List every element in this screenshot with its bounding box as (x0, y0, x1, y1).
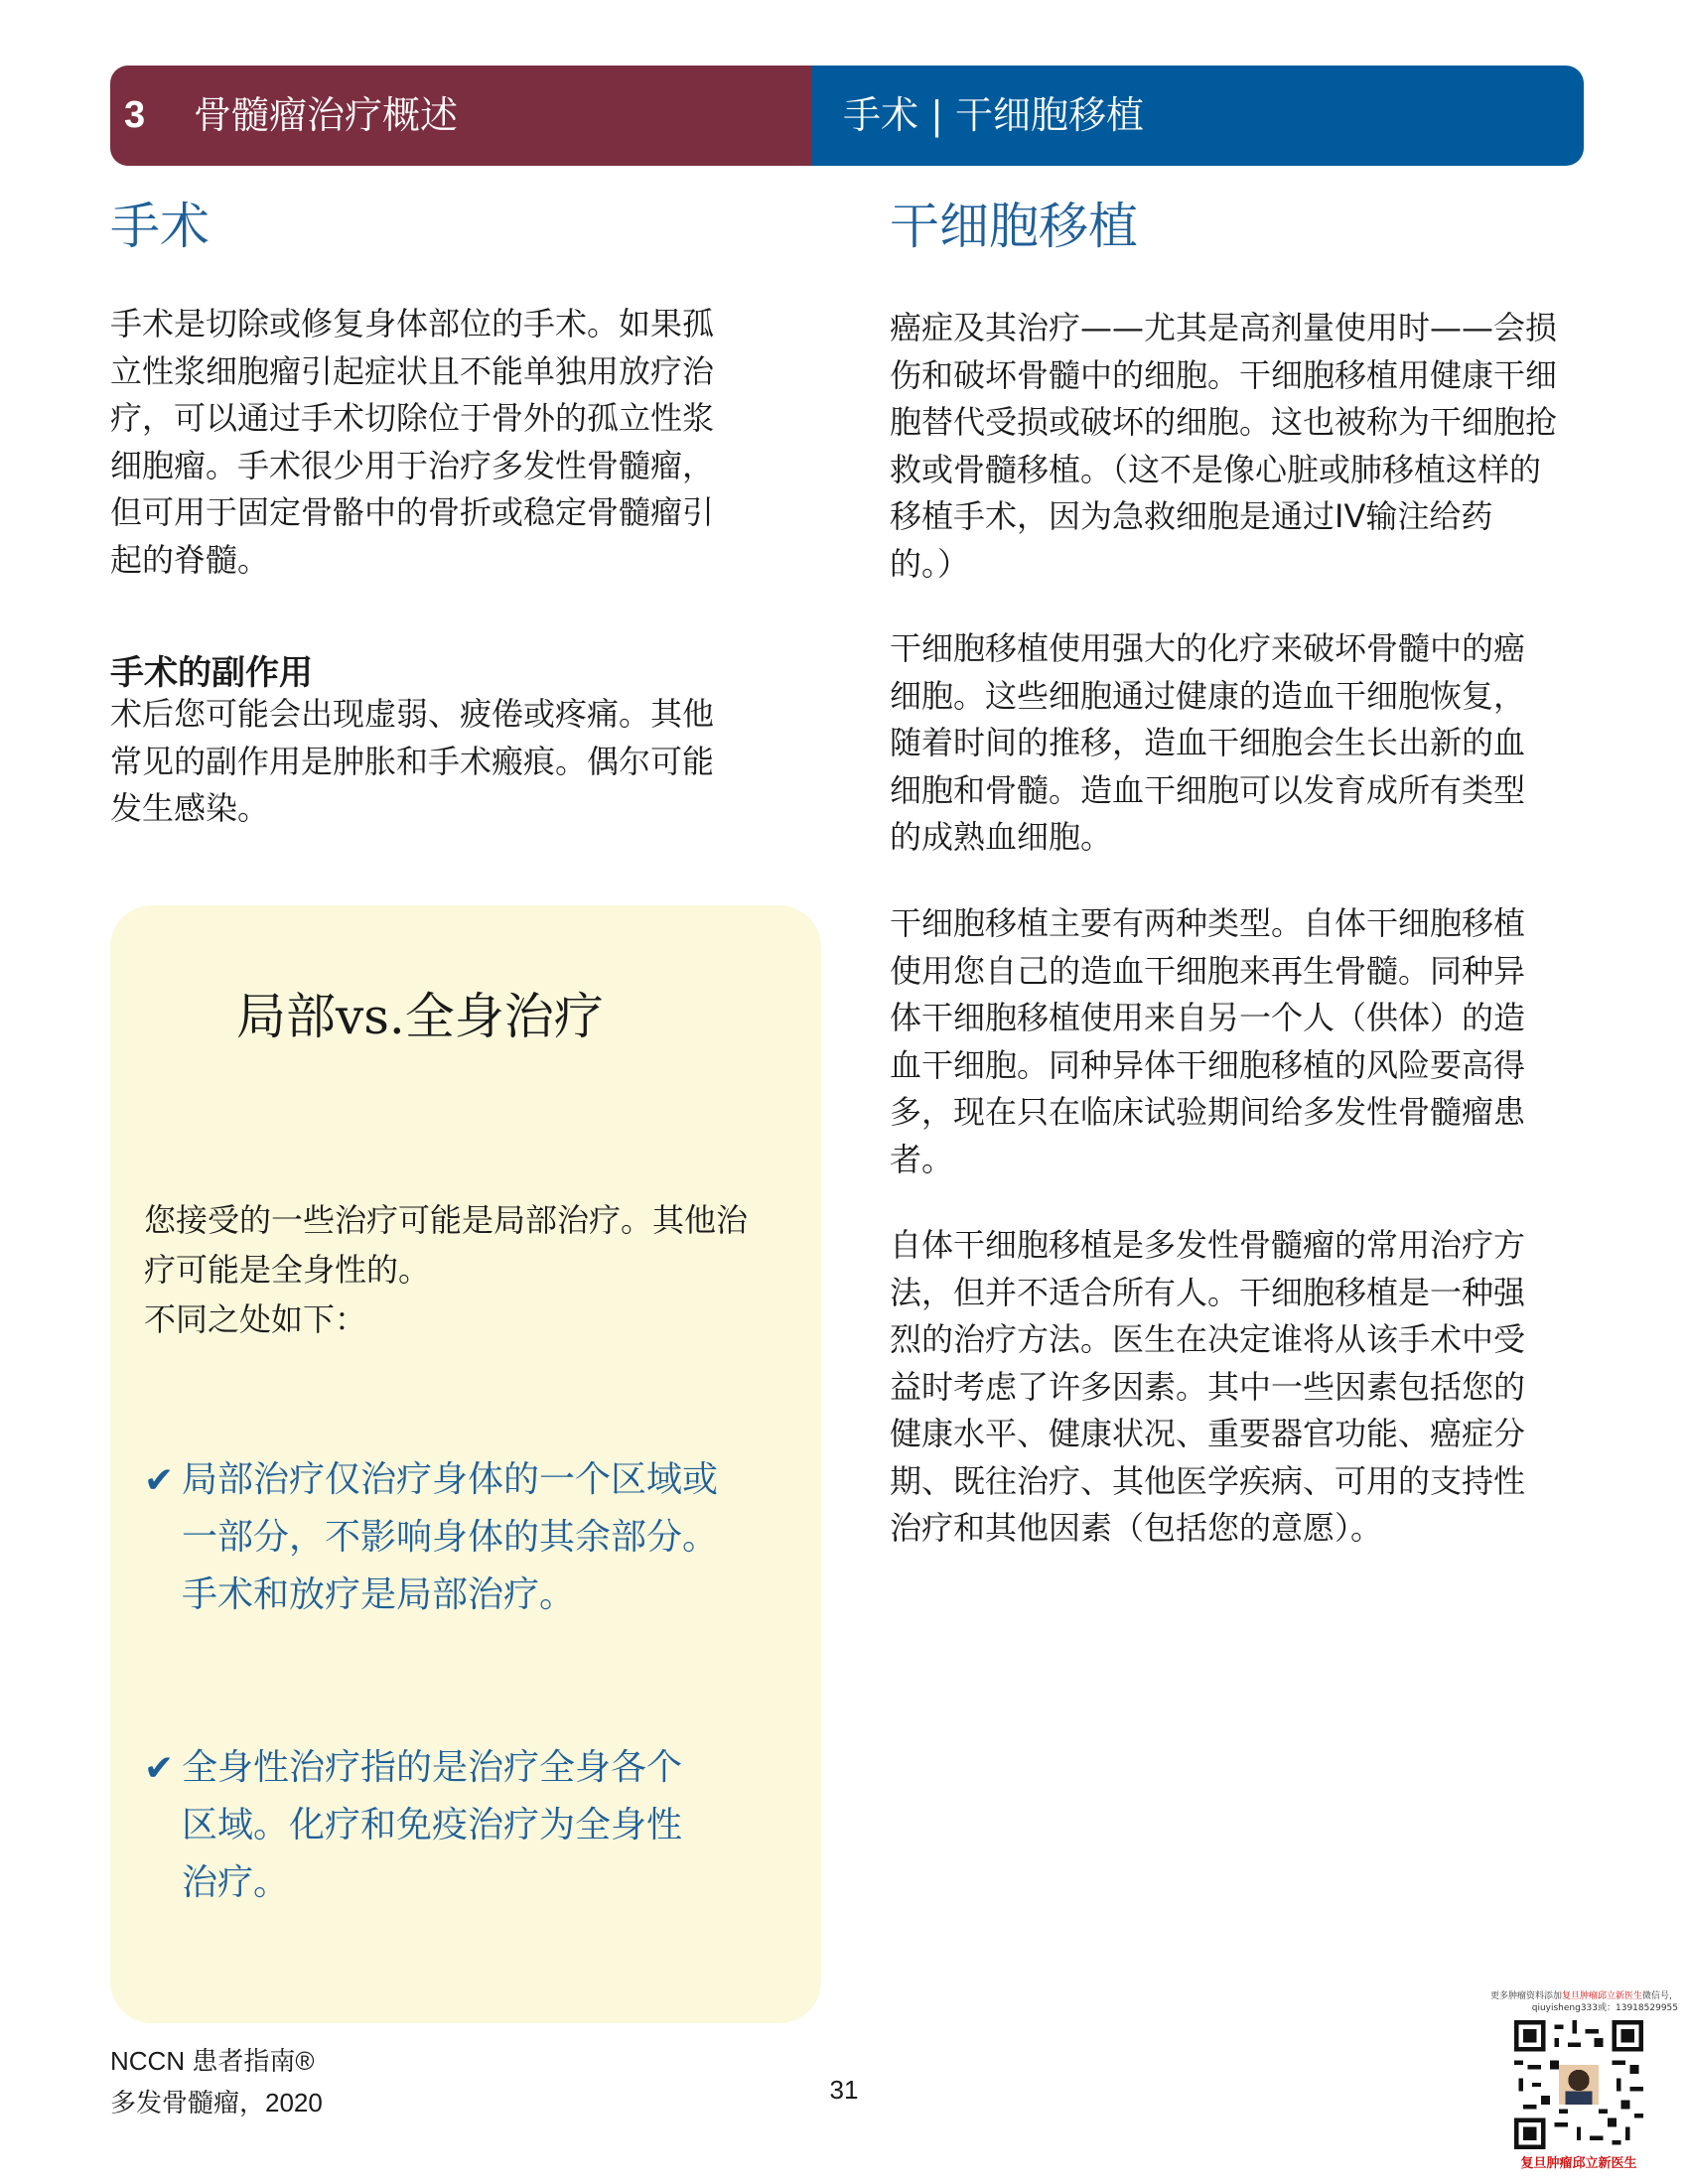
text-line: 治疗。 (182, 1862, 290, 1903)
text-line: 胞替代受损或破坏的细胞。这也被称为干细胞抢 (890, 403, 1558, 441)
text-line: 伤和破坏骨髓中的细胞。干细胞移植用健康干细 (890, 355, 1558, 394)
side-effects-paragraph (110, 691, 785, 833)
text-line: 疗可能是全身性的。 (144, 1251, 431, 1289)
caption-red: 复旦肿瘤邱立新医生 (1561, 1991, 1642, 2001)
section-tab: 手术 | 干细胞移植 (843, 93, 1144, 137)
stem-cell-paragraph-3 (890, 900, 1605, 1183)
text-line: 救或骨髓移植。（这不是像心脏或肺移植这样的 (890, 450, 1542, 488)
bullet-text (182, 1451, 797, 1624)
text-line: 细胞瘤。手术很少用于治疗多发性骨髓瘤， (110, 446, 715, 484)
text-line: 干细胞移植使用强大的化疗来破坏骨髓中的癌 (890, 629, 1526, 667)
text-line: 益时考虑了许多因素。其中一些因素包括您的 (890, 1367, 1526, 1406)
text-line: 您接受的一些治疗可能是局部治疗。其他治 (144, 1201, 749, 1239)
surgery-paragraph (110, 301, 785, 584)
text-line: 发生感染。 (110, 789, 270, 827)
text-line: 区域。化疗和免疫治疗为全身性 (182, 1805, 683, 1845)
text-line: 不同之处如下： (144, 1300, 367, 1338)
qr-code-icon (1514, 2020, 1643, 2149)
text-line: 细胞和骨髓。造血干细胞可以发育成所有类型 (890, 770, 1526, 809)
text-line: 疗，可以通过手术切除位于骨外的孤立性浆 (110, 399, 715, 437)
chapter-title: 骨髓瘤治疗概述 (194, 93, 459, 137)
caption-contact: qiuyisheng333或：13918529955 (1531, 2003, 1678, 2013)
chapter-number: 3 (124, 94, 146, 136)
text-line: 者。 (890, 1140, 954, 1178)
text-line: 的成熟血细胞。 (890, 818, 1113, 856)
stem-cell-heading: 干细胞移植 (890, 198, 1138, 255)
text-line: 多，现在只在临床试验期间给多发性骨髓瘤患 (890, 1093, 1526, 1131)
text-line: 局部治疗仅治疗身体的一个区域或 (182, 1459, 719, 1500)
text-line: 干细胞移植主要有两种类型。自体干细胞移植 (890, 904, 1526, 942)
section-banner (811, 66, 1584, 166)
text-line: 的。） (890, 544, 970, 583)
text-line: 手术和放疗是局部治疗。 (182, 1574, 576, 1615)
text-line: 随着时间的推移，造血干细胞会生长出新的血 (890, 724, 1526, 761)
side-effects-heading: 手术的副作用 (110, 653, 313, 693)
text-line: 移植手术，因为急救细胞是通过IV输注给药 (890, 497, 1493, 535)
caption-suffix: 微信号， (1641, 1991, 1678, 2001)
text-line: 癌症及其治疗——尤其是高剂量使用时——会损 (890, 309, 1558, 346)
text-line: 期、既往治疗、其他医学疾病、可用的支持性 (890, 1461, 1526, 1500)
text-line: 常见的副作用是肿胀和手术瘢痕。偶尔可能 (110, 742, 715, 780)
watermark-caption (1470, 1990, 1678, 2014)
text-line: 全身性治疗指的是治疗全身各个 (182, 1747, 683, 1788)
caption-prefix: 更多肿瘤资料添加 (1489, 1991, 1562, 2001)
text-line: 起的脊髓。 (110, 540, 270, 579)
text-line: 手术是切除或修复身体部位的手术。如果孤 (110, 305, 715, 342)
chapter-banner (110, 66, 811, 166)
text-line: 烈的治疗方法。医生在决定谁将从该手术中受 (890, 1320, 1526, 1358)
bullet-text (182, 1739, 797, 1912)
callout-title: 局部vs.全身治疗 (236, 988, 604, 1045)
checkmark-icon: ✔ (144, 1460, 175, 1501)
page-number: 31 (829, 2075, 859, 2105)
header-bar (110, 66, 1584, 166)
text-line: 但可用于固定骨骼中的骨折或稳定骨髓瘤引 (110, 493, 715, 531)
stem-cell-paragraph-4 (890, 1222, 1605, 1553)
text-line: 立性浆细胞瘤引起症状且不能单独用放疗治 (110, 351, 715, 390)
local-vs-systemic-callout (110, 905, 821, 2023)
footer-brand-line: NCCN 患者指南® (110, 2046, 315, 2076)
text-line: 自体干细胞移植是多发性骨髓瘤的常用治疗方 (890, 1226, 1526, 1264)
callout-intro (144, 1195, 799, 1344)
surgery-heading: 手术 (110, 198, 210, 255)
stem-cell-paragraph-1 (890, 305, 1605, 588)
text-line: 一部分，不影响身体的其余部分。 (182, 1517, 719, 1558)
footer-subtitle: 多发骨髓瘤，2020 (110, 2088, 323, 2117)
footer-brand (110, 2040, 323, 2123)
text-line: 法，但并不适合所有人。干细胞移植是一种强 (890, 1273, 1526, 1311)
text-line: 术后您可能会出现虚弱、疲倦或疼痛。其他 (110, 695, 715, 733)
text-line: 细胞。这些细胞通过健康的造血干细胞恢复， (890, 676, 1526, 715)
text-line: 体干细胞移植使用来自另一个人（供体）的造 (890, 999, 1526, 1036)
text-line: 血干细胞。同种异体干细胞移植的风险要高得 (890, 1045, 1526, 1084)
watermark-label: 复旦肿瘤邱立新医生 (1520, 2156, 1637, 2171)
stem-cell-paragraph-2 (890, 625, 1605, 862)
text-line: 治疗和其他因素（包括您的意愿）。 (890, 1509, 1383, 1547)
checkmark-icon: ✔ (144, 1748, 175, 1789)
text-line: 使用您自己的造血干细胞来再生骨髓。同种异 (890, 951, 1526, 990)
text-line: 健康水平、健康状况、重要器官功能、癌症分 (890, 1415, 1526, 1452)
